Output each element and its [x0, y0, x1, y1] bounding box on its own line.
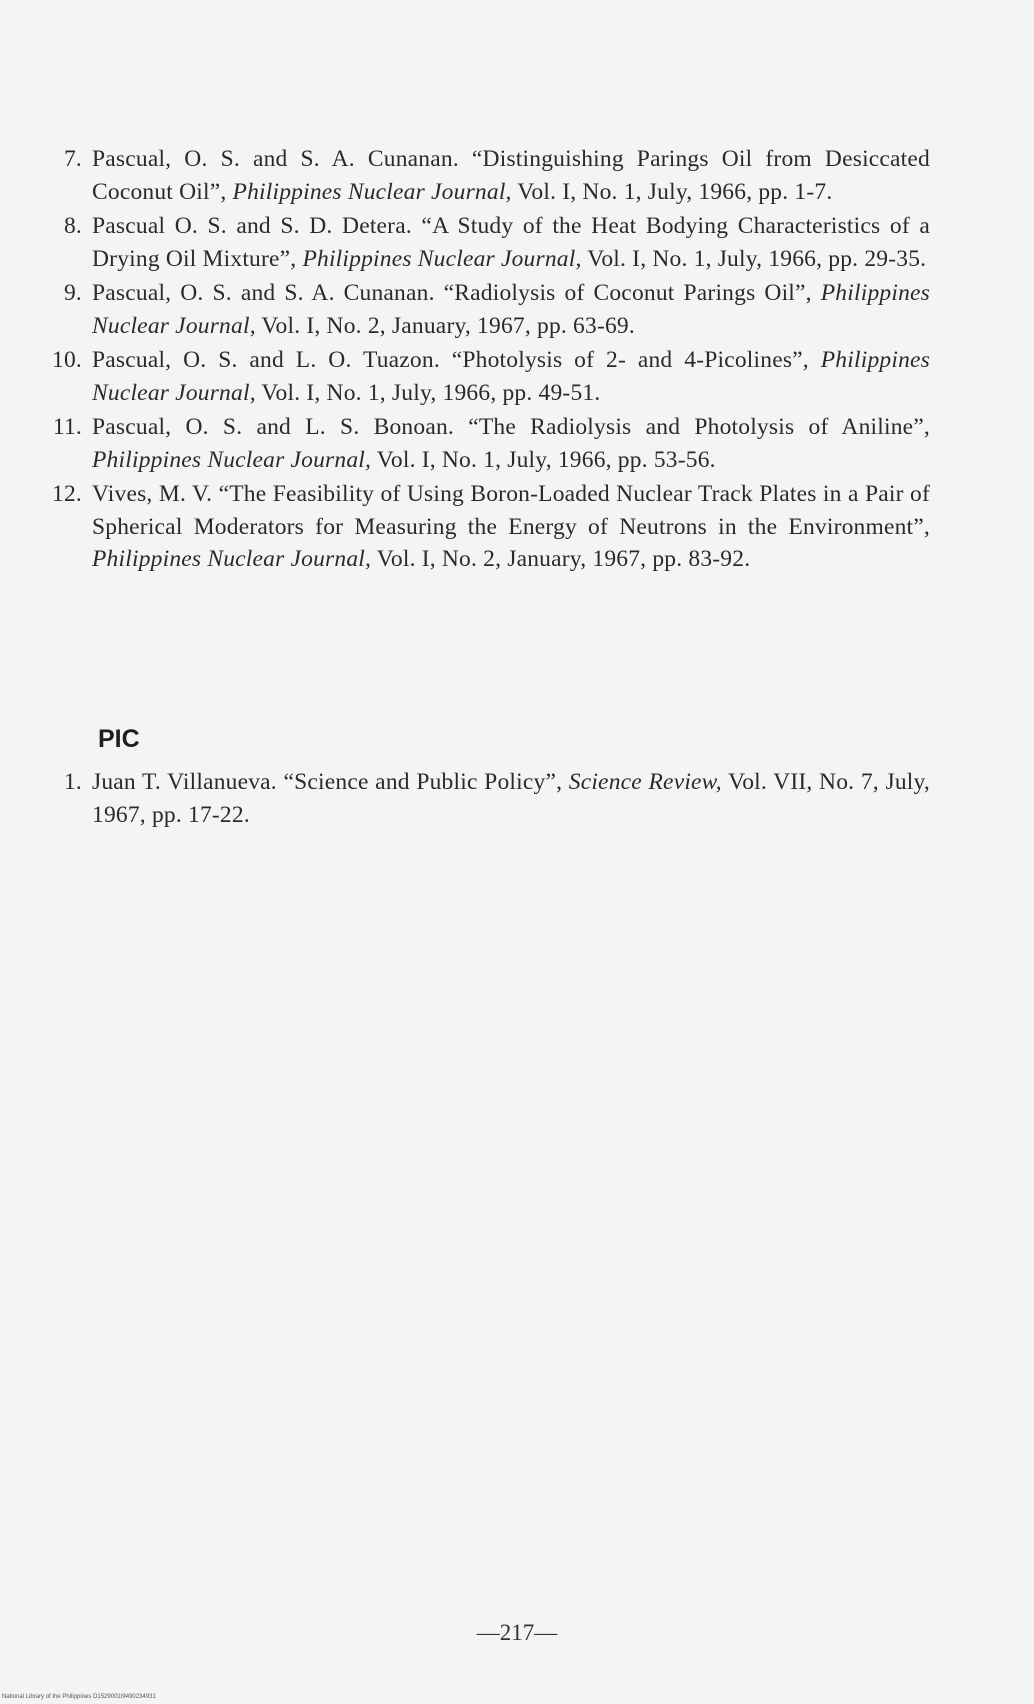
reference-text: Pascual O. S. and S. D. Detera. “A Study of the Heat Bodying Characteristics of a Drying Oil Mixture”, [92, 213, 930, 272]
page-number: —217— [476, 1620, 558, 1645]
reference-number: 10. [52, 347, 82, 373]
reference-item [40, 766, 930, 831]
reference-number: 12. [52, 481, 82, 507]
reference-details: Vol. VII, No. 7, July, 1967, pp. 17-22. [92, 769, 930, 828]
reference-item [40, 411, 930, 476]
journal-title: Science Review, [568, 769, 722, 795]
reference-item [40, 344, 930, 409]
journal-title: Philippines Nuclear Journal, [92, 446, 372, 473]
reference-details: Vol. I, No. 1, July, 1966, pp. 49-51. [255, 379, 601, 406]
journal-title: Philippines Nuclear Journal, [302, 245, 582, 272]
reference-details: Vol. I, No. 2, January, 1967, pp. 63-69. [255, 312, 635, 339]
journal-title: Philippines Nuclear Journal, [92, 546, 372, 572]
reference-text: Pascual, O. S. and L. O. Tuazon. “Photolysis of 2- and 4-Picolines”, [92, 347, 821, 373]
reference-number: 8. [63, 213, 82, 239]
footer-note: National Library of the Philippines D1529001I9490234931 [2, 1694, 156, 1700]
reference-item [40, 143, 930, 208]
section-heading: PIC [98, 725, 140, 753]
reference-number: 11. [52, 414, 82, 440]
reference-number: 7. [63, 146, 82, 172]
journal-title: Philippines Nuclear Journal, [92, 280, 930, 339]
reference-list-pic [40, 766, 930, 833]
reference-details: Vol. I, No. 1, July, 1966, pp. 29-35. [581, 245, 927, 272]
reference-text: Vives, M. V. “The Feasibility of Using Boron-Loaded Nuclear Track Plates in a Pair of Spherical Moderators for Measuring the Energy of Neutrons in the Environment”, [92, 481, 930, 540]
reference-item [40, 478, 930, 576]
reference-number: 1. [63, 769, 82, 795]
reference-text: Pascual, O. S. and S. A. Cunanan. “Distinguishing Parings Oil from Desiccated Coconut Oil”, [92, 146, 930, 205]
journal-title: Philippines Nuclear Journal, [92, 347, 930, 406]
reference-text: Pascual, O. S. and L. S. Bonoan. “The Radiolysis and Photolysis of Aniline”, [92, 414, 930, 440]
journal-title: Philippines Nuclear Journal, [232, 178, 512, 205]
reference-list [40, 143, 930, 578]
reference-details: Vol. I, No. 2, January, 1967, pp. 83-92. [371, 546, 751, 572]
reference-item [40, 277, 930, 342]
reference-text: Juan T. Villanueva. “Science and Public Policy”, [92, 769, 569, 795]
reference-number: 9. [63, 280, 82, 306]
reference-details: Vol. I, No. 1, July, 1966, pp. 1-7. [511, 178, 833, 205]
reference-details: Vol. I, No. 1, July, 1966, pp. 53-56. [371, 446, 716, 473]
reference-text: Pascual, O. S. and S. A. Cunanan. “Radiolysis of Coconut Parings Oil”, [92, 280, 821, 306]
reference-item [40, 210, 930, 275]
